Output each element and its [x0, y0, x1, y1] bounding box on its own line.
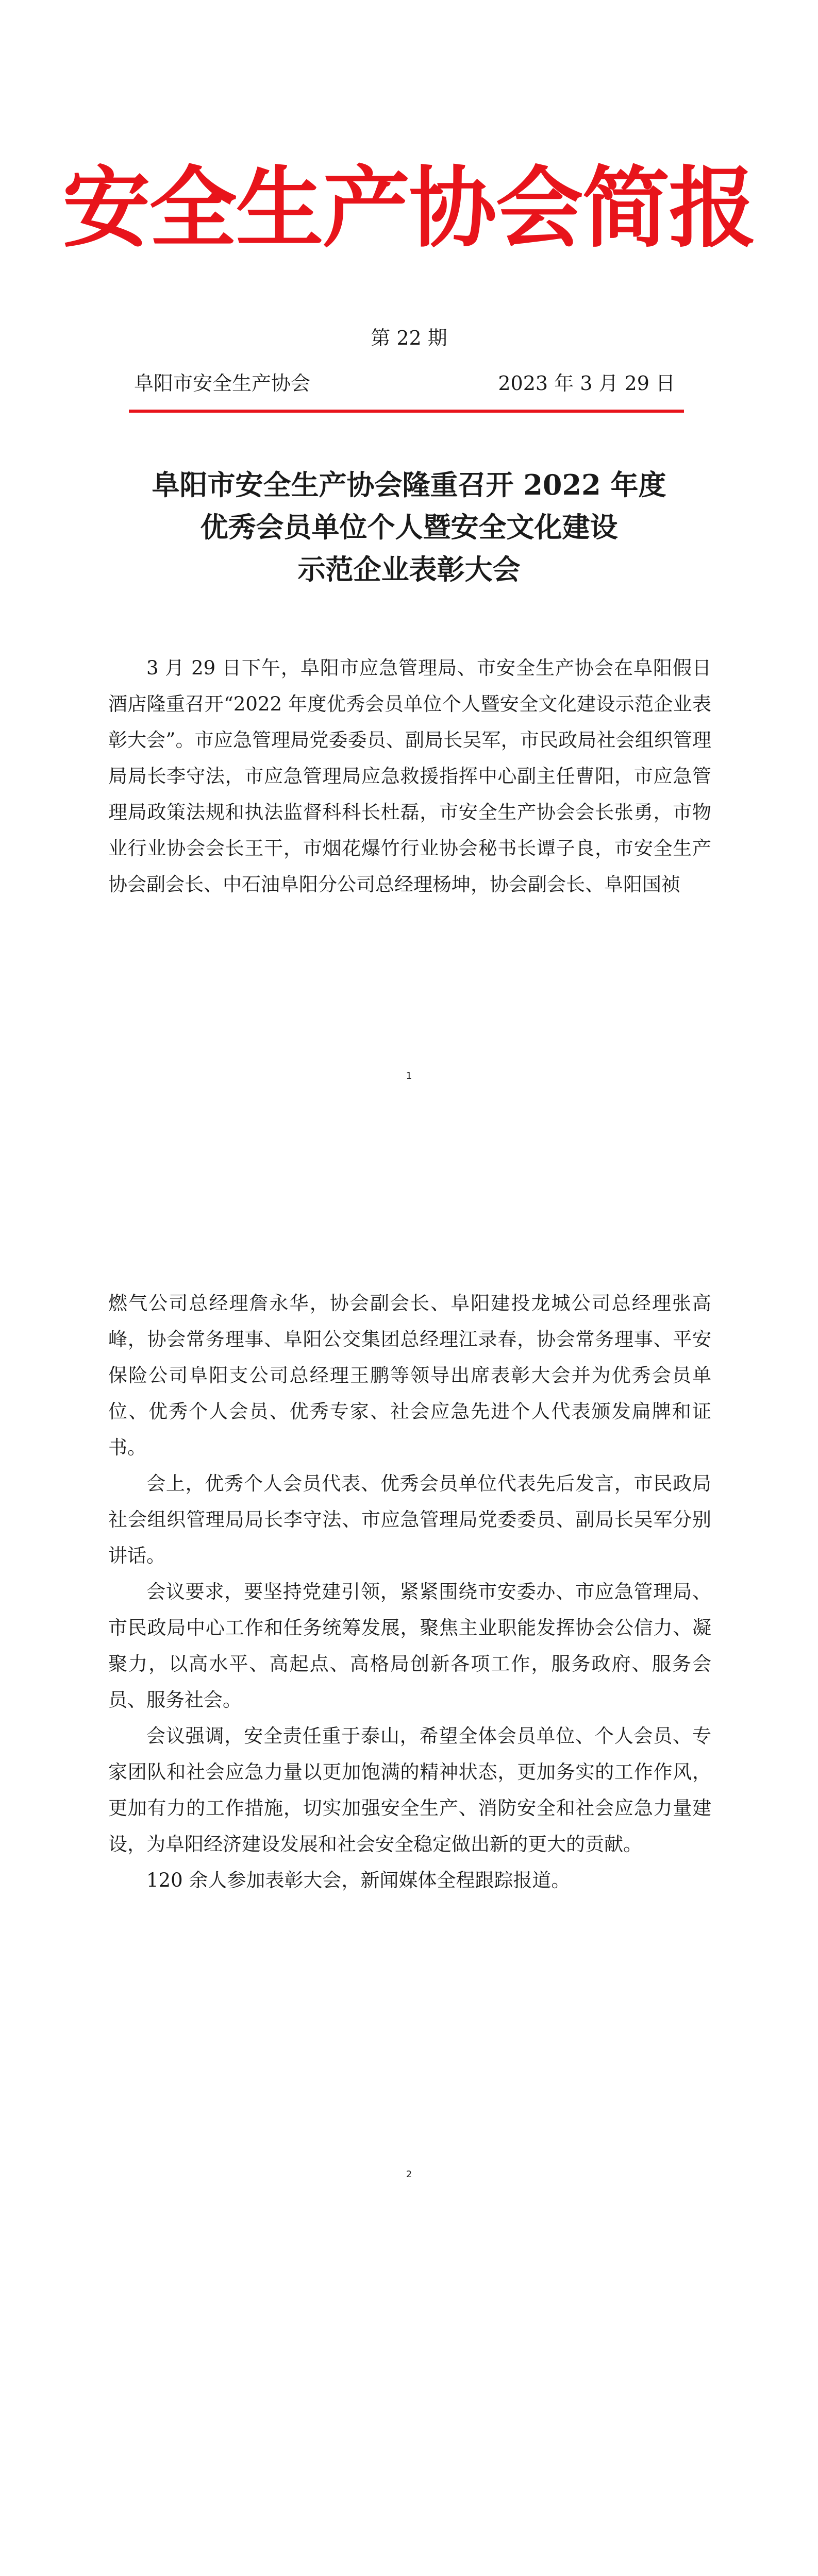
masthead-meta-row: [134, 367, 675, 396]
paragraph-3: 会议要求，要坚持党建引领，紧紧围绕市安委办、市应急管理局、市民政局中心工作和任务统筹发展，聚焦主业职能发挥协会公信力、凝聚力，以高水平、高起点、高格局创新各项工作，服务政府、服务会员、服务社会。: [108, 1581, 711, 1711]
page-3: [0, 2313, 818, 2576]
paragraph-5: 120 余人参加表彰大会，新闻媒体全程跟踪报道。: [146, 1869, 571, 1891]
page-1: [0, 0, 818, 1157]
masthead-divider: [129, 410, 684, 413]
paragraph-1-continued: 燃气公司总经理詹永华，协会副会长、阜阳建投龙城公司总经理张高峰，协会常务理事、阜阳公交集团总经理江录春，协会常务理事、平安保险公司阜阳支公司总经理王鹏等领导出席表彰大会并为优秀会员单位、优秀个人会员、优秀专家、社会应急先进个人代表颁发扁牌和证书。: [108, 1292, 711, 1459]
headline-line-2: 优秀会员单位个人暨安全文化建设: [200, 511, 618, 544]
article-headline: [0, 464, 818, 590]
publish-date: 2023 年 3 月 29 日: [498, 372, 675, 395]
article-body-page-1: [108, 650, 711, 903]
headline-line-1: 阜阳市安全生产协会隆重召开 2022 年度: [152, 468, 666, 501]
paragraph-1: 3 月 29 日下午，阜阳市应急管理局、市安全生产协会在阜阳假日酒店隆重召开“2022 年度优秀会员单位个人暨安全文化建设示范企业表彰大会”。市应急管理局党委委员、副局长吴军，市民政局社会组织管理局局长李守法，市应急管理局应急救援指挥中心副主任曹阳，市应急管理局政策法规和执法监督科科长杜磊，市安全生产协会会长张勇，市物业行业协会会长王干，市烟花爆竹行业协会秘书长谭子良，市安全生产协会副会长、中石油阜阳分公司总经理杨坤，协会副会长、阜阳国祯: [108, 657, 711, 895]
paragraph-4: 会议强调，安全责任重于泰山，希望全体会员单位、个人会员、专家团队和社会应急力量以更加饱满的精神状态，更加务实的工作作风，更加有力的工作措施，切实加强安全生产、消防安全和社会应急力量建设，为阜阳经济建设发展和社会安全稳定做出新的更大的贡献。: [108, 1725, 711, 1855]
publisher-name: 阜阳市安全生产协会: [134, 372, 311, 395]
page-number-1: 1: [406, 1071, 412, 1081]
page-2: [0, 1157, 818, 2313]
page-number-2: 2: [406, 2169, 412, 2180]
headline-line-3: 示范企业表彰大会: [297, 553, 521, 586]
article-body-page-2: [108, 1285, 711, 1899]
issue-number: 第 22 期: [371, 327, 447, 349]
masthead-title: 安全生产协会简报: [62, 158, 756, 260]
paragraph-2: 会上，优秀个人会员代表、优秀会员单位代表先后发言，市民政局社会组织管理局局长李守法、市应急管理局党委委员、副局长吴军分别讲话。: [108, 1472, 711, 1567]
